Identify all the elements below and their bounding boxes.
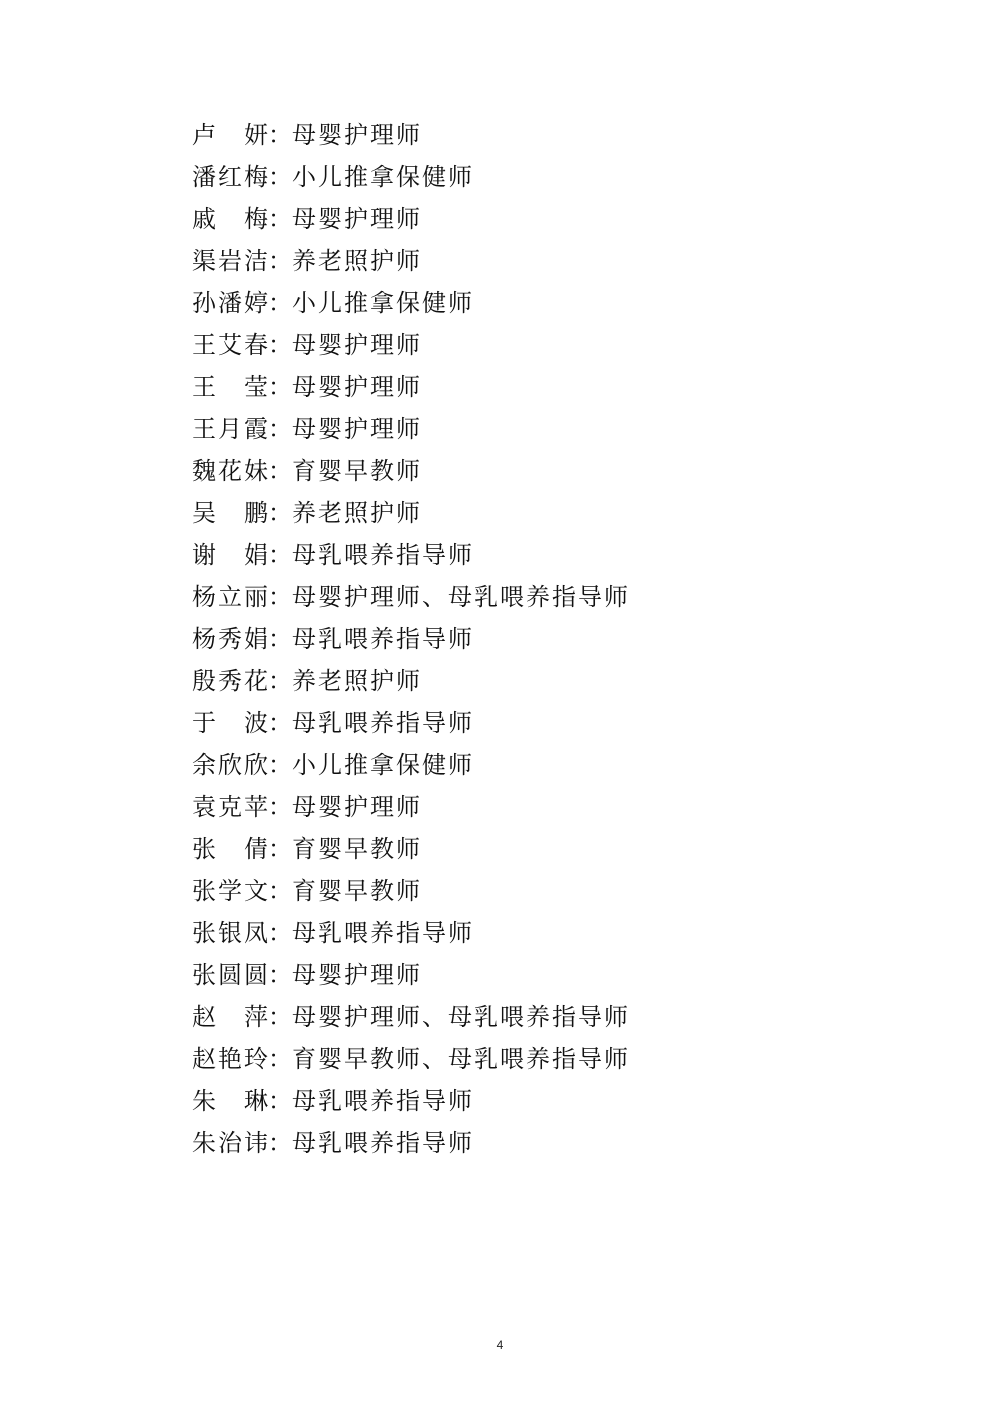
person-name-char: 霞 bbox=[244, 415, 268, 443]
list-item bbox=[192, 366, 630, 408]
person-name-char: 立 bbox=[218, 583, 242, 611]
page-number: 4 bbox=[496, 1338, 504, 1352]
person-name bbox=[192, 324, 268, 366]
person-name bbox=[192, 576, 268, 618]
person-name-char: 花 bbox=[244, 667, 268, 695]
list-item bbox=[192, 324, 630, 366]
person-name-char: 朱 bbox=[192, 1087, 216, 1115]
role-title: 育婴早教师 bbox=[292, 457, 422, 485]
separator: ： bbox=[268, 121, 292, 149]
separator: ： bbox=[268, 205, 292, 233]
list-item bbox=[192, 240, 630, 282]
role-title: 母乳喂养指导师 bbox=[292, 919, 474, 947]
role-title: 母乳喂养指导师 bbox=[292, 625, 474, 653]
person-name-char: 谢 bbox=[192, 541, 216, 569]
person-name bbox=[192, 240, 268, 282]
role-title: 母乳喂养指导师 bbox=[292, 541, 474, 569]
list-item bbox=[192, 198, 630, 240]
person-name-char: 魏 bbox=[192, 457, 216, 485]
person-name-char: 鹏 bbox=[244, 499, 268, 527]
separator: ： bbox=[268, 919, 292, 947]
role-title: 小儿推拿保健师 bbox=[292, 163, 474, 191]
person-name-char: 潘 bbox=[218, 289, 242, 317]
person-name bbox=[192, 198, 268, 240]
person-name-char: 洁 bbox=[244, 247, 268, 275]
person-name-char: 潘 bbox=[192, 163, 216, 191]
separator: ： bbox=[268, 289, 292, 317]
name-role-list bbox=[192, 114, 630, 1164]
person-name bbox=[192, 282, 268, 324]
person-name bbox=[192, 828, 268, 870]
list-item bbox=[192, 912, 630, 954]
separator: ： bbox=[268, 1045, 292, 1073]
role-title: 养老照护师 bbox=[292, 247, 422, 275]
person-name bbox=[192, 1122, 268, 1164]
list-item bbox=[192, 996, 630, 1038]
person-name bbox=[192, 660, 268, 702]
separator: ： bbox=[268, 625, 292, 653]
person-name-char: 艾 bbox=[218, 331, 242, 359]
separator: ： bbox=[268, 415, 292, 443]
list-item bbox=[192, 660, 630, 702]
role-title: 母乳喂养指导师 bbox=[292, 1087, 474, 1115]
person-name-char: 张 bbox=[192, 835, 216, 863]
role-title: 母婴护理师、母乳喂养指导师 bbox=[292, 583, 630, 611]
list-item bbox=[192, 576, 630, 618]
separator: ： bbox=[268, 457, 292, 485]
person-name bbox=[192, 1038, 268, 1080]
person-name-char: 秀 bbox=[218, 667, 242, 695]
separator: ： bbox=[268, 583, 292, 611]
list-item bbox=[192, 1080, 630, 1122]
role-title: 养老照护师 bbox=[292, 499, 422, 527]
person-name-char: 月 bbox=[218, 415, 242, 443]
role-title: 母婴护理师、母乳喂养指导师 bbox=[292, 1003, 630, 1031]
person-name-char: 余 bbox=[192, 751, 216, 779]
list-item bbox=[192, 618, 630, 660]
separator: ： bbox=[268, 499, 292, 527]
person-name-char: 丽 bbox=[244, 583, 268, 611]
person-name-char: 花 bbox=[218, 457, 242, 485]
separator: ： bbox=[268, 709, 292, 737]
role-title: 母婴护理师 bbox=[292, 331, 422, 359]
person-name bbox=[192, 702, 268, 744]
person-name-char: 欣 bbox=[218, 751, 242, 779]
person-name bbox=[192, 744, 268, 786]
person-name-char: 克 bbox=[218, 793, 242, 821]
person-name-char: 欣 bbox=[244, 751, 268, 779]
separator: ： bbox=[268, 793, 292, 821]
person-name-char: 渠 bbox=[192, 247, 216, 275]
list-item bbox=[192, 114, 630, 156]
person-name-char: 王 bbox=[192, 415, 216, 443]
role-title: 母婴护理师 bbox=[292, 205, 422, 233]
person-name-char: 娟 bbox=[244, 541, 268, 569]
role-title: 育婴早教师 bbox=[292, 877, 422, 905]
person-name-char: 岩 bbox=[218, 247, 242, 275]
role-title: 母婴护理师 bbox=[292, 793, 422, 821]
list-item bbox=[192, 1038, 630, 1080]
list-item bbox=[192, 1122, 630, 1164]
person-name-char: 戚 bbox=[192, 205, 216, 233]
person-name-char: 殷 bbox=[192, 667, 216, 695]
person-name-char: 妹 bbox=[244, 457, 268, 485]
person-name-char: 朱 bbox=[192, 1129, 216, 1157]
person-name-char: 琳 bbox=[244, 1087, 268, 1115]
person-name-char: 袁 bbox=[192, 793, 216, 821]
separator: ： bbox=[268, 835, 292, 863]
list-item bbox=[192, 408, 630, 450]
person-name-char: 婷 bbox=[244, 289, 268, 317]
separator: ： bbox=[268, 331, 292, 359]
separator: ： bbox=[268, 163, 292, 191]
person-name-char: 圆 bbox=[218, 961, 242, 989]
role-title: 小儿推拿保健师 bbox=[292, 289, 474, 317]
person-name-char: 妍 bbox=[244, 121, 268, 149]
person-name-char: 讳 bbox=[244, 1129, 268, 1157]
person-name bbox=[192, 996, 268, 1038]
person-name-char: 圆 bbox=[244, 961, 268, 989]
person-name-char: 娟 bbox=[244, 625, 268, 653]
separator: ： bbox=[268, 373, 292, 401]
person-name-char: 凤 bbox=[244, 919, 268, 947]
person-name bbox=[192, 618, 268, 660]
role-title: 母婴护理师 bbox=[292, 961, 422, 989]
person-name-char: 杨 bbox=[192, 625, 216, 653]
person-name-char: 玲 bbox=[244, 1045, 268, 1073]
list-item bbox=[192, 450, 630, 492]
person-name-char: 杨 bbox=[192, 583, 216, 611]
person-name-char: 红 bbox=[218, 163, 242, 191]
role-title: 母乳喂养指导师 bbox=[292, 1129, 474, 1157]
separator: ： bbox=[268, 667, 292, 695]
list-item bbox=[192, 702, 630, 744]
person-name-char: 于 bbox=[192, 709, 216, 737]
list-item bbox=[192, 492, 630, 534]
role-title: 母婴护理师 bbox=[292, 415, 422, 443]
list-item bbox=[192, 870, 630, 912]
person-name bbox=[192, 786, 268, 828]
person-name-char: 莹 bbox=[244, 373, 268, 401]
separator: ： bbox=[268, 1087, 292, 1115]
separator: ： bbox=[268, 247, 292, 275]
person-name bbox=[192, 450, 268, 492]
person-name-char: 梅 bbox=[244, 205, 268, 233]
person-name-char: 萍 bbox=[244, 1003, 268, 1031]
person-name-char: 春 bbox=[244, 331, 268, 359]
separator: ： bbox=[268, 1003, 292, 1031]
person-name-char: 张 bbox=[192, 919, 216, 947]
person-name-char: 孙 bbox=[192, 289, 216, 317]
person-name-char: 张 bbox=[192, 961, 216, 989]
person-name-char: 苹 bbox=[244, 793, 268, 821]
list-item bbox=[192, 954, 630, 996]
person-name bbox=[192, 954, 268, 996]
person-name-char: 艳 bbox=[218, 1045, 242, 1073]
separator: ： bbox=[268, 541, 292, 569]
person-name-char: 梅 bbox=[244, 163, 268, 191]
person-name bbox=[192, 492, 268, 534]
role-title: 母婴护理师 bbox=[292, 373, 422, 401]
list-item bbox=[192, 534, 630, 576]
separator: ： bbox=[268, 961, 292, 989]
person-name-char: 倩 bbox=[244, 835, 268, 863]
person-name bbox=[192, 912, 268, 954]
person-name-char: 王 bbox=[192, 373, 216, 401]
separator: ： bbox=[268, 1129, 292, 1157]
person-name-char: 张 bbox=[192, 877, 216, 905]
list-item bbox=[192, 744, 630, 786]
role-title: 养老照护师 bbox=[292, 667, 422, 695]
person-name-char: 秀 bbox=[218, 625, 242, 653]
person-name bbox=[192, 1080, 268, 1122]
person-name-char: 学 bbox=[218, 877, 242, 905]
person-name-char: 赵 bbox=[192, 1045, 216, 1073]
list-item bbox=[192, 156, 630, 198]
person-name-char: 王 bbox=[192, 331, 216, 359]
person-name-char: 文 bbox=[244, 877, 268, 905]
person-name-char: 波 bbox=[244, 709, 268, 737]
person-name-char: 银 bbox=[218, 919, 242, 947]
role-title: 母婴护理师 bbox=[292, 121, 422, 149]
person-name bbox=[192, 870, 268, 912]
person-name-char: 治 bbox=[218, 1129, 242, 1157]
person-name-char: 卢 bbox=[192, 121, 216, 149]
list-item bbox=[192, 786, 630, 828]
role-title: 育婴早教师、母乳喂养指导师 bbox=[292, 1045, 630, 1073]
person-name bbox=[192, 156, 268, 198]
person-name bbox=[192, 408, 268, 450]
person-name bbox=[192, 366, 268, 408]
person-name bbox=[192, 534, 268, 576]
separator: ： bbox=[268, 877, 292, 905]
person-name-char: 吴 bbox=[192, 499, 216, 527]
separator: ： bbox=[268, 751, 292, 779]
role-title: 小儿推拿保健师 bbox=[292, 751, 474, 779]
role-title: 母乳喂养指导师 bbox=[292, 709, 474, 737]
list-item bbox=[192, 282, 630, 324]
list-item bbox=[192, 828, 630, 870]
person-name-char: 赵 bbox=[192, 1003, 216, 1031]
role-title: 育婴早教师 bbox=[292, 835, 422, 863]
person-name bbox=[192, 114, 268, 156]
